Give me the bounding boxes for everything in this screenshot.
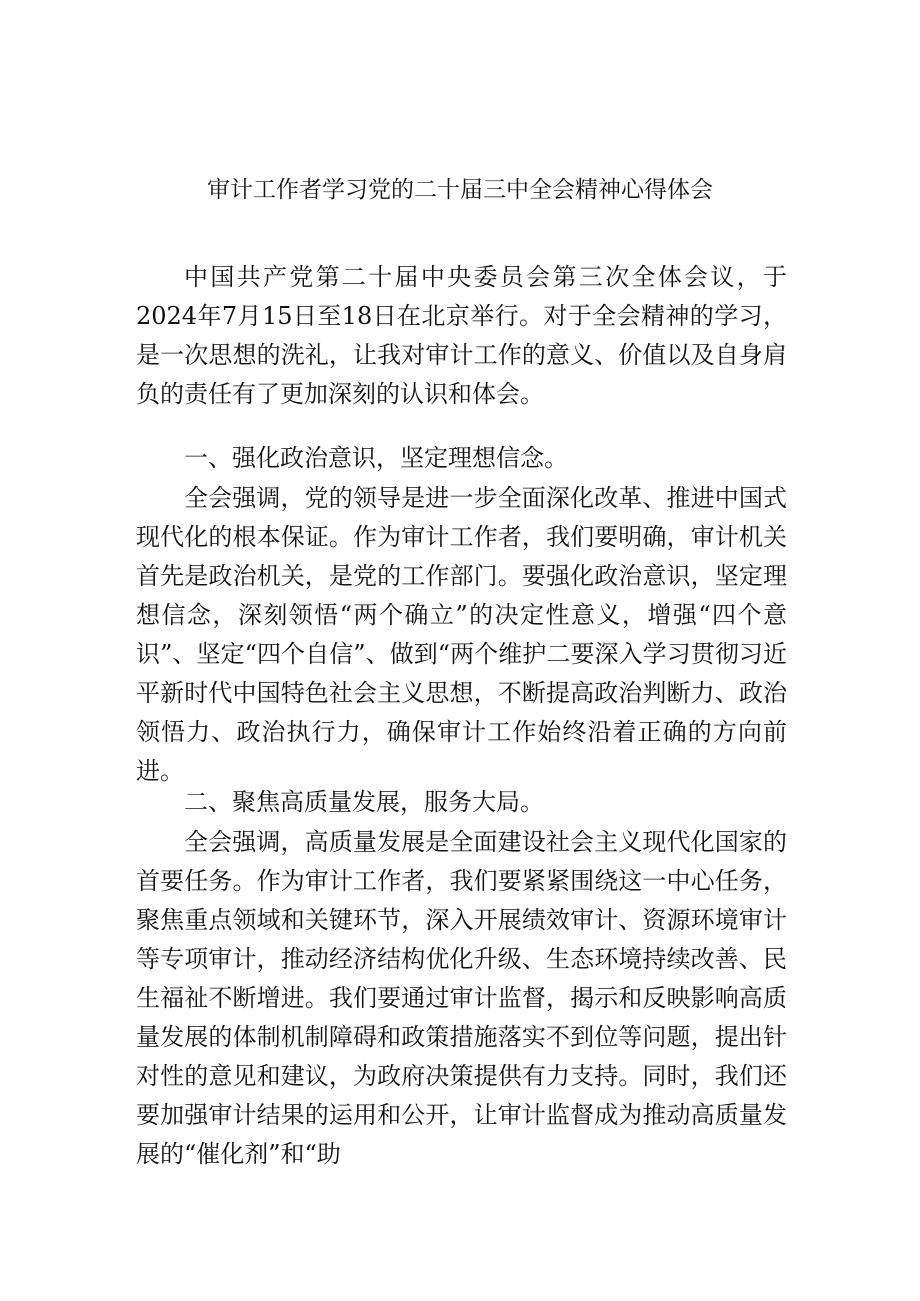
section-heading-1: 一、强化政治意识，坚定理想信念。 xyxy=(184,444,568,472)
section-2-paragraph: 全会强调，高质量发展是全面建设社会主义现代化国家的首要任务。作为审计工作者，我们要紧紧围绕这一中心任务，聚焦重点领域和关键环节，深入开展绩效审计、资源环境审计等专项审计，推动经济结构优化升级、生态环境持续改善、民生福祉不断增进。我们要通过审计监督，揭示和反映影响高质量发展的体制机制障碍和政策措施落实不到位等问题，提出针对性的意见和建议，为政府决策提供有力支持。同时，我们还要加强审计结果的运用和公开，让审计监督成为推动高质量发展的“催化剂”和“助 xyxy=(136,828,787,1168)
intro-paragraph: 中国共产党第二十届中央委员会第三次全体会议，于2024年7月15日至18日在北京举行。对于全会精神的学习，是一次思想的洗礼，让我对审计工作的意义、价值以及自身肩负的责任有了更加深刻的认识和体会。 xyxy=(136,263,787,408)
section-1-paragraph: 全会强调，党的领导是进一步全面深化改革、推进中国式现代化的根本保证。作为审计工作者，我们要明确，审计机关首先是政治机关，是党的工作部门。要强化政治意识，坚定理想信念，深刻领悟“两个确立”的决定性意义，增强“四个意识”、坚定“四个自信”、做到“两个维护二要深入学习贯彻习近平新时代中国特色社会主义思想，不断提高政治判断力、政治领悟力、政治执行力，确保审计工作始终沿着正确的方向前进。 xyxy=(136,484,787,785)
document-title: 审计工作者学习党的二十届三中全会精神心得体会 xyxy=(207,177,713,203)
section-heading-2: 二、聚焦高质量发展，服务大局。 xyxy=(184,788,544,816)
